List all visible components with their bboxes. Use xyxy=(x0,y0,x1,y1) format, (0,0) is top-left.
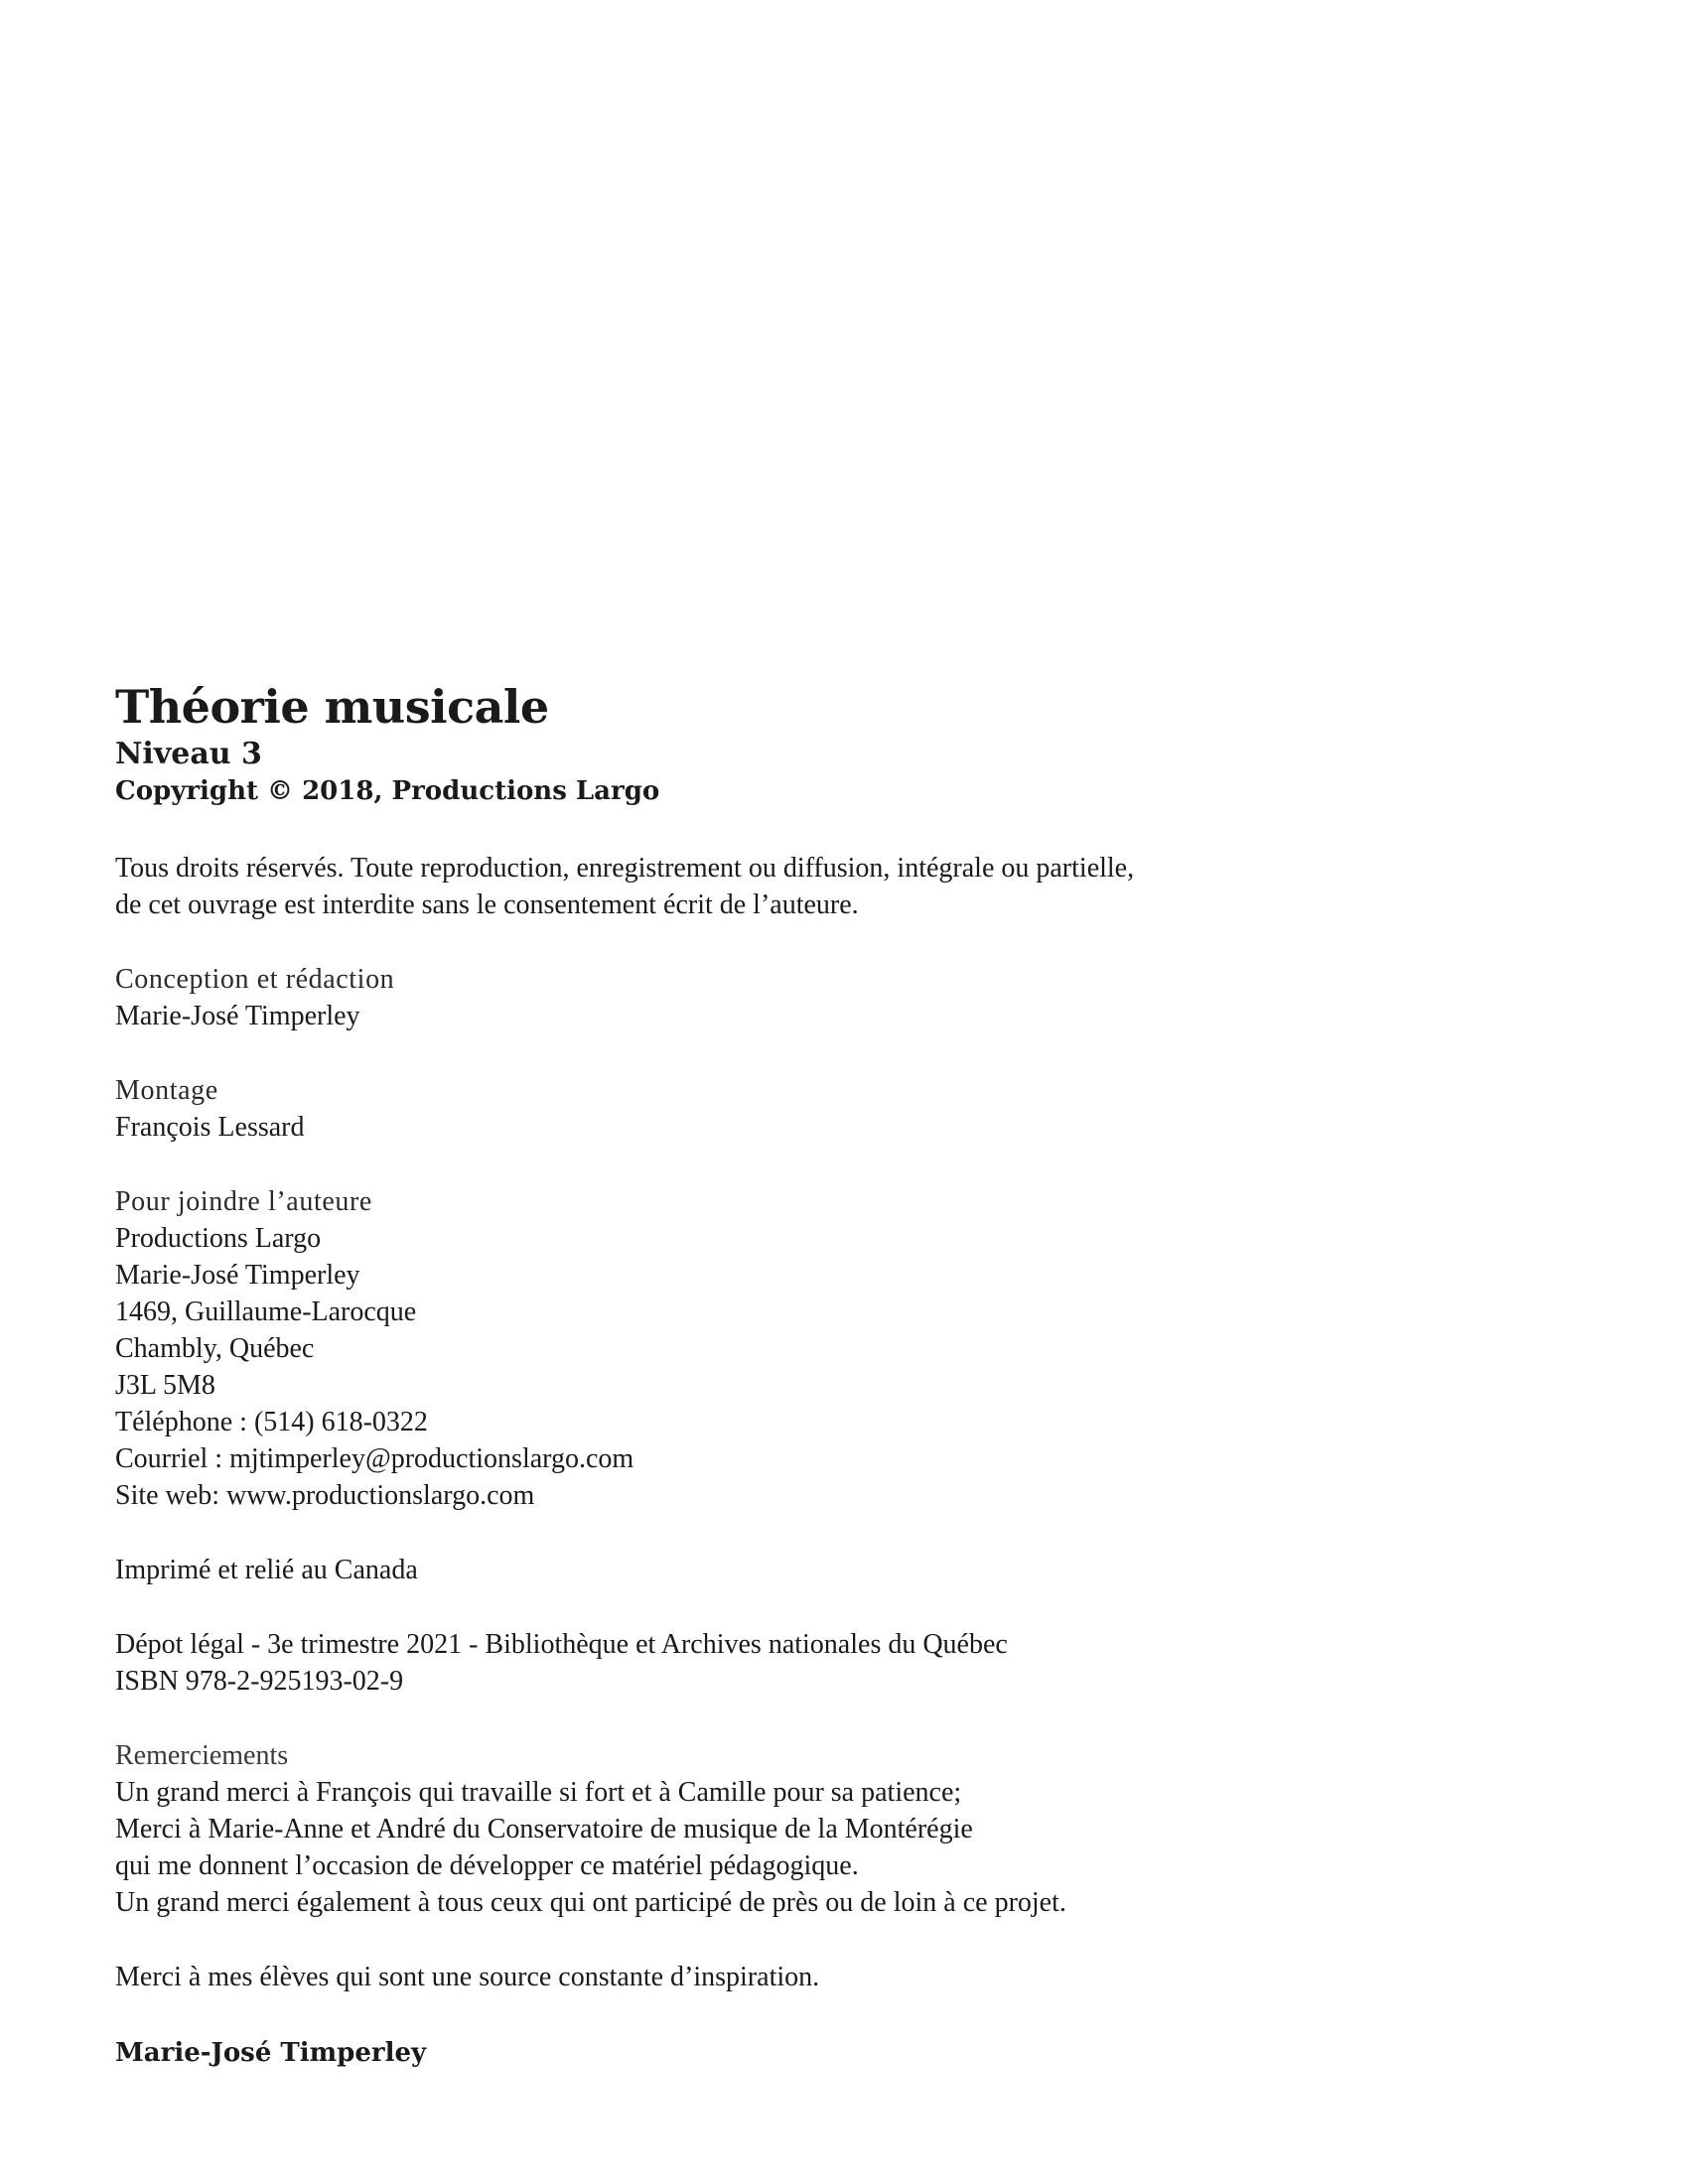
isbn: ISBN 978-2-925193-02-9 xyxy=(115,1666,404,1697)
thanks-line-1: Un grand merci à François qui travaille si fort et à Camille pour sa patience; xyxy=(115,1777,962,1808)
montage-section xyxy=(115,1072,1505,1146)
contact-name: Marie-José Timperley xyxy=(115,1260,360,1291)
contact-email: Courriel : mjtimperley@productionslargo.com xyxy=(115,1443,634,1474)
legal-section xyxy=(115,1626,1505,1700)
contact-postal: J3L 5M8 xyxy=(115,1370,215,1401)
conception-heading: Conception et rédaction xyxy=(115,964,395,995)
printed-section xyxy=(115,1552,1505,1588)
rights-line-1: Tous droits réservés. Toute reproduction, enregistrement ou diffusion, intégrale ou partielle, xyxy=(115,853,1135,884)
students-section xyxy=(115,1959,1505,1995)
book-level: Niveau 3 xyxy=(115,737,262,771)
contact-company: Productions Largo xyxy=(115,1223,322,1254)
contact-city: Chambly, Québec xyxy=(115,1333,315,1364)
copyright-notice: Copyright © 2018, Productions Largo xyxy=(115,776,660,806)
printed-note: Imprimé et relié au Canada xyxy=(115,1555,418,1585)
montage-name: François Lessard xyxy=(115,1112,305,1143)
thanks-line-3: qui me donnent l’occasion de développer ce matériel pédagogique. xyxy=(115,1850,859,1881)
thanks-section xyxy=(115,1737,1505,1921)
legal-deposit: Dépot légal - 3e trimestre 2021 - Bibliothèque et Archives nationales du Québec xyxy=(115,1629,1008,1660)
montage-heading: Montage xyxy=(115,1075,218,1106)
thanks-line-2: Merci à Marie-Anne et André du Conservatoire de musique de la Montérégie xyxy=(115,1814,973,1844)
conception-section xyxy=(115,961,1505,1034)
thanks-heading: Remerciements xyxy=(115,1740,289,1771)
book-title: Théorie musicale xyxy=(115,680,549,734)
contact-address: 1469, Guillaume-Larocque xyxy=(115,1297,417,1327)
thanks-line-4: Un grand merci également à tous ceux qui ont participé de près ou de loin à ce projet. xyxy=(115,1887,1066,1918)
rights-line-2: de cet ouvrage est interdite sans le consentement écrit de l’auteure. xyxy=(115,889,859,920)
students-thanks: Merci à mes élèves qui sont une source constante d’inspiration. xyxy=(115,1962,820,1992)
copyright-page xyxy=(115,679,1505,2071)
contact-website: Site web: www.productionslargo.com xyxy=(115,1480,535,1511)
conception-name: Marie-José Timperley xyxy=(115,1001,360,1031)
contact-section xyxy=(115,1183,1505,1514)
rights-section xyxy=(115,850,1505,923)
contact-phone: Téléphone : (514) 618-0322 xyxy=(115,1407,428,1437)
author-signature: Marie-José Timperley xyxy=(115,2038,427,2068)
contact-heading: Pour joindre l’auteure xyxy=(115,1186,372,1217)
